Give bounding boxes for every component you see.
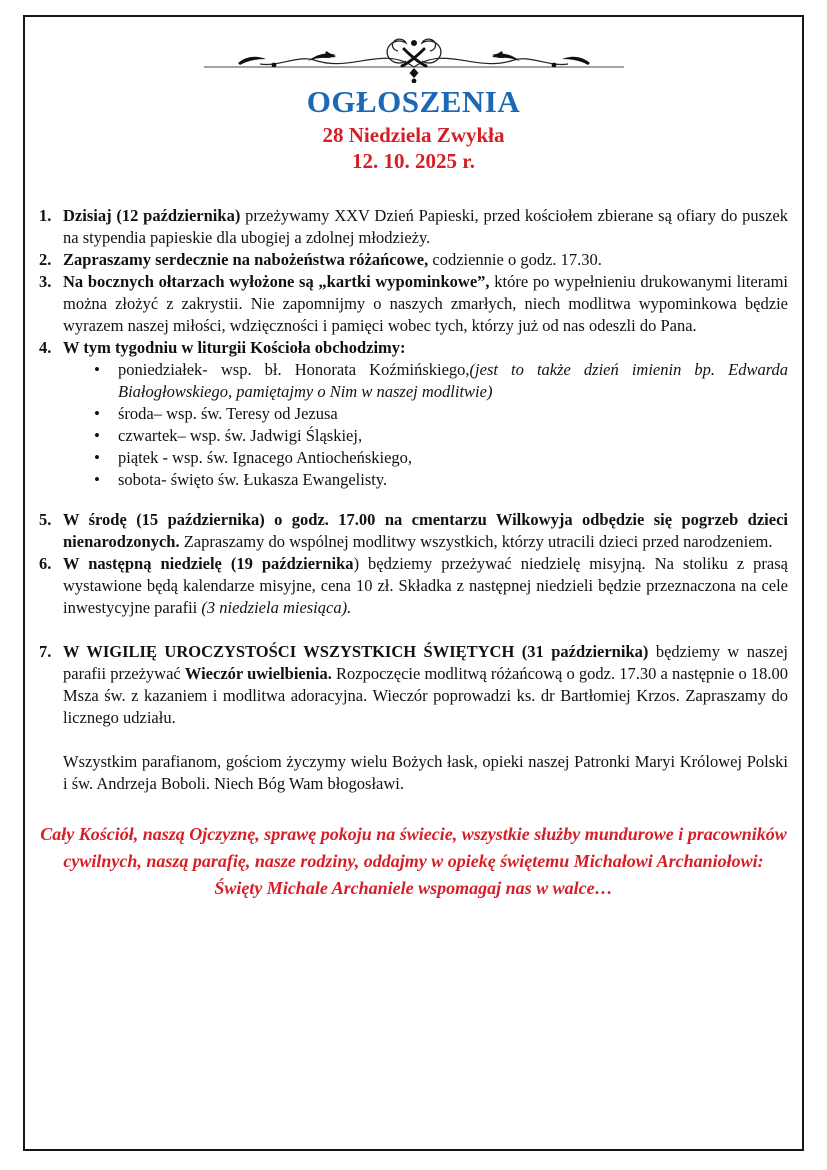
item-lead: W WIGILIĘ UROCZYSTOŚCI WSZYSTKICH ŚWIĘTYCH (31 października) — [63, 642, 656, 661]
announcement-item-7 — [39, 641, 788, 729]
liturgy-item-thursday — [92, 425, 788, 447]
liturgy-text: środa– wsp. św. Teresy od Jezusa — [118, 404, 338, 423]
closing-blessing: Wszystkim parafianom, gościom życzymy wielu Bożych łask, opieki naszej Patronki Maryi Królowej Polski i św. Andrzeja Boboli. Niech Bóg Wam błogosławi. — [63, 752, 788, 793]
item-text: przeżywamy XXV Dzień Papieski, przed kościołem zbierane są ofiary do puszek na stypendia papieskie dla ubogiej a zdolnej młodzieży. — [63, 206, 788, 247]
ornament-divider — [202, 37, 626, 83]
liturgy-text: czwartek– wsp. św. Jadwigi Śląskiej, — [118, 426, 363, 445]
page-title: OGŁOSZENIA — [306, 84, 521, 119]
liturgy-item-monday — [92, 359, 788, 403]
item-lead: W tym tygodniu w liturgii Kościoła obchodzimy: — [63, 338, 406, 357]
announcement-item-2 — [39, 249, 788, 271]
liturgy-item-friday — [92, 447, 788, 469]
item-lead: W następną niedzielę (19 października — [63, 554, 354, 573]
item-text: Rozpoczęcie modlitwą różańcową o godz. 17.30 a następnie o 18.00 Msza św. z kazaniem i modlitwa adoracyjna. Wieczór poprowadzi ks. dr Bartłomiej Krzos. Zapraszamy do licznego udziału. — [63, 664, 788, 727]
item-number: 1. — [39, 206, 52, 225]
item-text: które po wypełnieniu drukowanymi literami można złożyć z zakrystii. Nie zapomnijmy o naszych zmarłych, niech modlitwa wypominkowa będzie wyrazem naszej miłości, wdzięczności i pamięci wobec tych, którzy już od nas odeszli do Pana. — [63, 272, 788, 335]
item-note: (3 niedziela miesiąca). — [201, 598, 352, 617]
liturgy-text: piątek - wsp. św. Ignacego Antiocheńskiego, — [118, 448, 413, 467]
item-emphasis: Wieczór uwielbienia. — [184, 664, 337, 683]
liturgy-week-list — [39, 359, 788, 491]
page-subtitle: 28 Niedziela Zwykła — [322, 123, 505, 147]
item-number: 4. — [39, 338, 52, 357]
page-date: 12. 10. 2025 r. — [352, 149, 475, 173]
page-border — [23, 15, 804, 1151]
item-number: 5. — [39, 510, 52, 529]
item-text: codziennie o godz. 17.30. — [432, 250, 602, 269]
liturgy-item-saturday — [92, 469, 788, 491]
item-number: 6. — [39, 554, 52, 573]
item-lead: W środę (15 października) o godz. 17.00 na cmentarzu Wilkowyja odbędzie się pogrzeb dzieci nienarodzonych. — [63, 510, 788, 551]
liturgy-text: poniedziałek- wsp. bł. Honorata Koźmińskiego, — [118, 360, 470, 379]
item-number: 2. — [39, 250, 52, 269]
item-text: będziemy w naszej parafii przeżywać — [63, 642, 789, 683]
item-text: Zapraszamy do wspólnej modlitwy wszystkich, którzy utracili dzieci przed narodzeniem. — [183, 532, 773, 551]
item-lead: Na bocznych ołtarzach wyłożone są „kartki wypominkowe”, — [63, 272, 495, 291]
item-text: ) będziemy przeżywać niedzielę misyjną. Na stoliku z prasą wystawione będą kalendarze misyjne, cena 10 zł. Składka z następnej niedzieli będzie przeznaczona na cele inwestycyjne parafii — [63, 554, 788, 617]
liturgy-text: sobota- święto św. Łukasza Ewangelisty. — [118, 470, 388, 489]
liturgy-note: (jest to także dzień imienin bp. Edwarda Białogłowskiego, pamiętajmy o Nim w naszej modlitwie) — [118, 360, 789, 401]
item-number: 3. — [39, 272, 52, 291]
item-lead: Zapraszamy serdecznie na nabożeństwa różańcowe, — [63, 250, 433, 269]
item-lead: Dzisiaj (12 października) — [63, 206, 246, 225]
announcement-item-1 — [39, 205, 788, 249]
announcement-item-5 — [39, 509, 788, 553]
announcement-item-3 — [39, 271, 788, 337]
liturgy-item-wednesday — [92, 403, 788, 425]
announcement-item-4 — [39, 337, 788, 359]
announcement-item-6 — [39, 553, 788, 619]
prayer-invocation: Święty Michale Archaniele wspomagaj nas w walce… — [214, 878, 613, 898]
announcements-list — [39, 205, 788, 902]
prayer-intro: Cały Kościół, naszą Ojczyznę, sprawę pokoju na świecie, wszystkie służby mundurowe i pracowników cywilnych, naszą parafię, nasze rodziny, oddajmy w opiekę świętemu Michałowi Archaniołowi: — [40, 824, 787, 871]
item-number: 7. — [39, 642, 52, 661]
prayer-block — [39, 821, 788, 902]
